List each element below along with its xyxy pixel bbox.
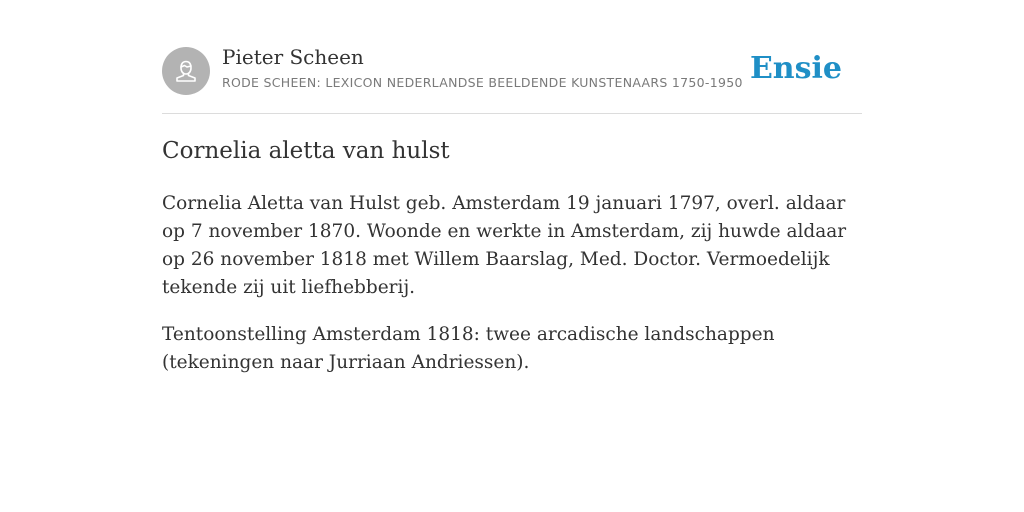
avatar[interactable] — [162, 47, 210, 95]
author-name[interactable]: Pieter Scheen — [222, 45, 364, 69]
article-card — [162, 0, 862, 373]
article-paragraph: Tentoonstelling Amsterdam 1818: twee arcadische landschappen (tekeningen naar Jurriaan Andriessen). — [162, 324, 775, 373]
article-title: Cornelia aletta van hulst — [162, 138, 450, 164]
source-label[interactable]: RODE SCHEEN: LEXICON NEDERLANDSE BEELDENDE KUNSTENAARS 1750-1950 — [222, 75, 743, 90]
card-header — [162, 0, 862, 114]
user-silhouette-icon — [172, 57, 200, 85]
brand-logo[interactable]: Ensie — [749, 51, 842, 86]
article-paragraph: Cornelia Aletta van Hulst geb. Amsterdam 19 januari 1797, overl. aldaar op 7 november 1870. Woonde en werkte in Amsterdam, zij huwde aldaar op 26 november 1818 met Willem Baarslag, Med. Doctor. Vermoedelijk tekende zij uit liefhebberij. — [162, 193, 847, 298]
article-body — [162, 190, 862, 396]
